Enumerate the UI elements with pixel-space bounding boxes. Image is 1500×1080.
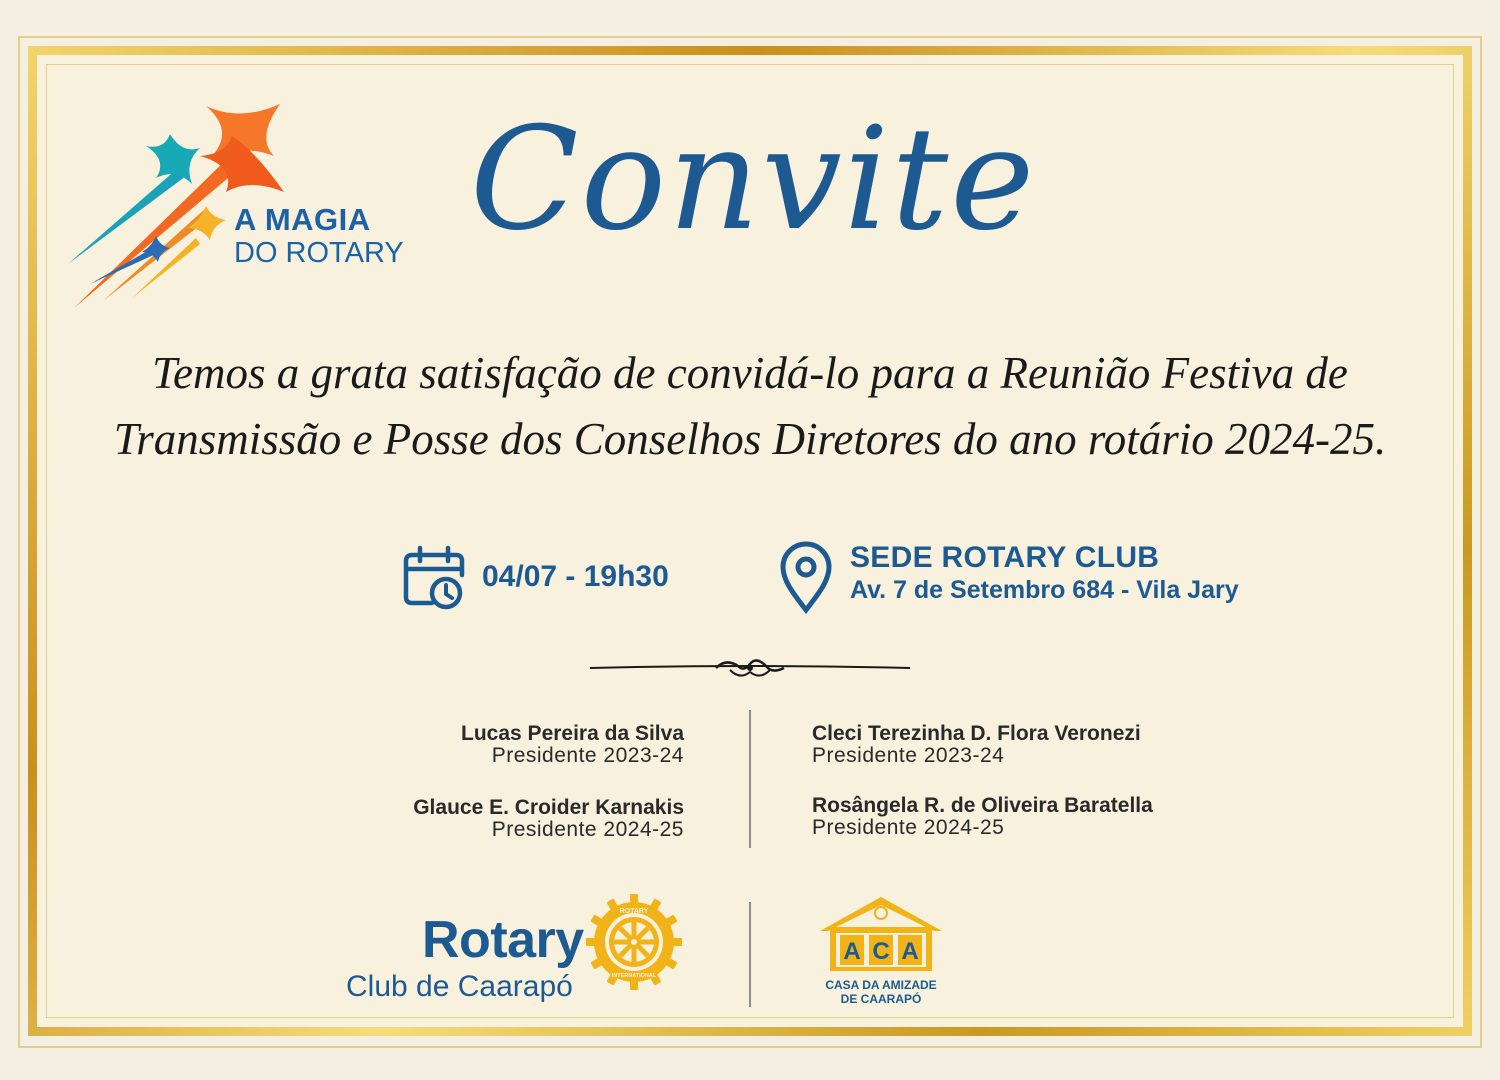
president-name: Rosângela R. de Oliveira Baratella — [812, 794, 1153, 817]
president-name: Glauce E. Croider Karnakis — [413, 796, 684, 819]
page-title: Convite — [470, 97, 1037, 262]
aca-letter: C — [872, 938, 890, 965]
president-role: Presidente 2024-25 — [491, 818, 684, 841]
president-card — [413, 797, 684, 841]
president-card — [812, 795, 1153, 839]
rotary-logo-text: Rotary — [422, 911, 584, 969]
aca-letter: A — [843, 938, 861, 965]
invitation-text — [80, 340, 1420, 472]
invitation-line2: Transmissão e Posse dos Conselhos Diretores do ano rotário 2024-25. — [113, 414, 1387, 464]
location-pin-icon — [778, 540, 834, 614]
aca-caption — [800, 978, 962, 1006]
event-datetime: 04/07 - 19h30 — [482, 560, 669, 593]
wheel-text-top: ROTARY — [619, 908, 649, 915]
president-card — [461, 723, 684, 767]
invitation-line1: Temos a grata satisfação de convidá-lo para a Reunião Festiva de — [152, 348, 1348, 398]
ornament-divider — [580, 652, 920, 684]
president-name: Lucas Pereira da Silva — [461, 722, 684, 745]
president-role: Presidente 2023-24 — [491, 744, 684, 767]
wheel-text-bottom: INTERNATIONAL — [611, 973, 657, 979]
rotary-club-name: Club de Caarapó — [346, 970, 573, 1003]
logo-line2: DO ROTARY — [234, 237, 404, 269]
president-name: Cleci Terezinha D. Flora Veronezi — [812, 722, 1141, 745]
logos-divider — [749, 902, 751, 1007]
venue-address: Av. 7 de Setembro 684 - Vila Jary — [850, 576, 1239, 604]
venue-name: SEDE ROTARY CLUB — [850, 541, 1160, 574]
president-role: Presidente 2024-25 — [812, 816, 1005, 839]
president-card — [812, 723, 1141, 767]
rotary-wheel-icon — [584, 892, 684, 992]
aca-caption-line1: CASA DA AMIZADE — [825, 978, 937, 992]
aca-letter: A — [901, 938, 919, 965]
presidents-divider — [749, 710, 751, 848]
logo-text — [234, 204, 404, 268]
aca-caption-line2: DE CAARAPÓ — [840, 992, 922, 1006]
aca-house-logo — [816, 893, 946, 979]
logo-line1: A MAGIA — [234, 202, 371, 237]
president-role: Presidente 2023-24 — [812, 744, 1005, 767]
calendar-clock-icon — [402, 545, 466, 611]
